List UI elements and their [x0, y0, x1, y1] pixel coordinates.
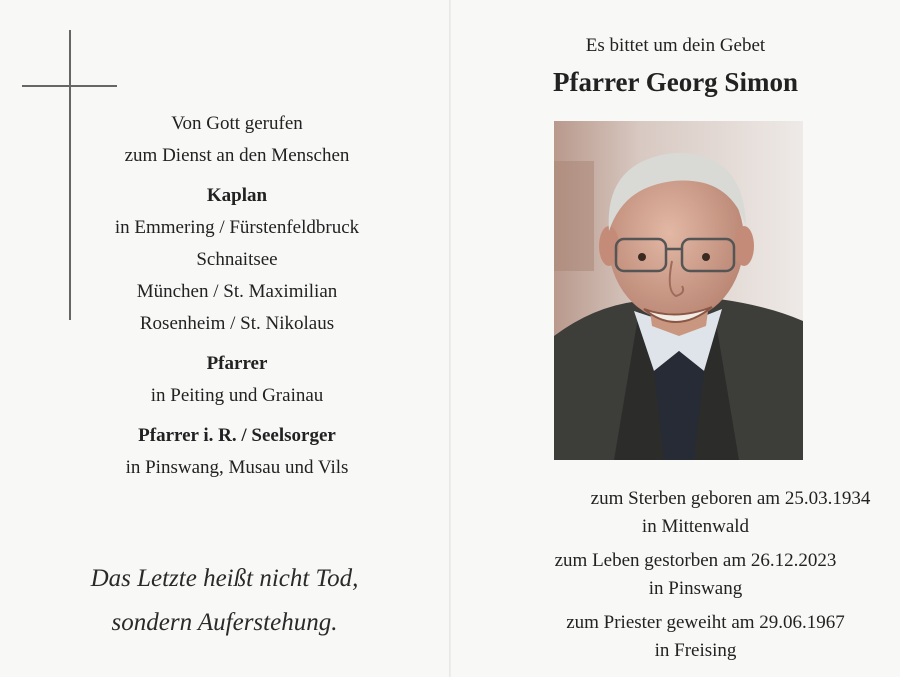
quote-line: sondern Auferstehung. [111, 609, 338, 636]
right-page [451, 0, 900, 677]
life-event: zum Priester geweiht am 29.06.1967 [566, 612, 845, 633]
section-line: Schnaitsee [196, 249, 278, 270]
left-page [0, 0, 449, 677]
header [451, 33, 900, 100]
life-place: in Mittenwald [641, 516, 750, 537]
section-line: München / St. Maximilian [136, 281, 338, 302]
cross-icon-bar [22, 85, 117, 87]
life-event: zum Sterben geboren am 25.03.1934 [590, 488, 871, 509]
life-dates [451, 485, 900, 665]
page-title: Pfarrer Georg Simon [553, 67, 798, 97]
section-line: in Pinswang, Musau und Vils [125, 457, 349, 478]
section-line: in Peiting und Grainau [150, 385, 324, 406]
intro-line: zum Dienst an den Menschen [124, 145, 350, 166]
intro-line: Von Gott gerufen [171, 113, 303, 134]
section-heading: Pfarrer i. R. / Seelsorger [138, 425, 336, 446]
vocation-text [0, 108, 474, 484]
quote [0, 557, 449, 645]
life-place: in Pinswang [648, 578, 743, 599]
section-line: in Emmering / Fürstenfeldbruck [114, 217, 360, 238]
subtitle: Es bittet um dein Gebet [585, 35, 766, 56]
portrait-illustration [554, 121, 803, 460]
section-heading: Kaplan [206, 185, 268, 206]
life-place: in Freising [654, 640, 737, 661]
portrait-photo [554, 121, 803, 460]
quote-line: Das Letzte heißt nicht Tod, [90, 565, 359, 592]
life-event: zum Leben gestorben am 26.12.2023 [554, 550, 837, 571]
section-heading: Pfarrer [206, 353, 268, 374]
section-line: Rosenheim / St. Nikolaus [139, 313, 335, 334]
